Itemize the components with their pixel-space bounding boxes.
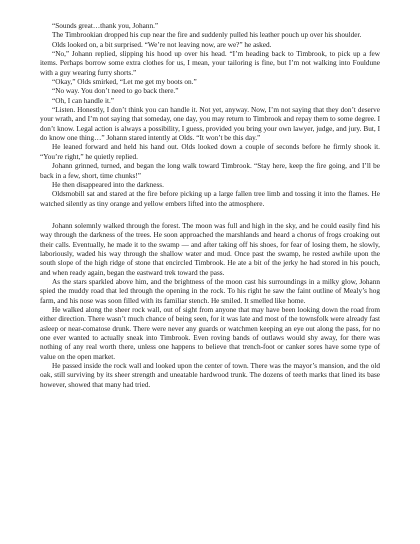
paragraph: “Oh, I can handle it.” — [52, 96, 115, 105]
paragraph: “No way. You don’t need to go back there.” — [52, 87, 179, 96]
paragraph: “Okay,” Olds smirked, “Let me get my boots on.” — [52, 78, 197, 87]
paragraph: He passed inside the rock wall and looked upon the center of town. There was the mayor’s mansion, and the old oak, still surviving by its sheer strength and uneatable hardwood trunk. The dozens of teeth marks that lined its base however, showed that many had tried. — [40, 362, 380, 389]
paragraph: As the stars sparkled above him, and the brightness of the moon cast his surroundings in a milky glow, Johann spied the muddy road that led through the opening in the rock. To his right he saw the faint outline of Mealy’s hog farm, and his nose was soon filled with its familiar stench. He smiled. It smelled like home. — [40, 277, 380, 305]
paragraph: Oldsmobill sat and stared at the fire before picking up a large fallen tree limb and tossing it into the flames. He watched silently as tiny orange and yellow embers lifted into the atmosphere. — [40, 190, 380, 208]
section-journey — [40, 222, 380, 390]
paragraph: Johann solemnly walked through the forest. The moon was full and high in the sky, and he could easily find his way through the darkness of the trees. He soon approached the marshlands and heard a chorus of frogs croaking out their calls. Eventually, he made it to the swamp — and after taking off his shoes, for fear of losing them, he slowly, laboriously, waded his way through the shallow water and mud. Once past the swamp, he rested awhile upon the south slope of the high ridge of stone that encircled Timbrook. He ate a bit of the jerky he had stored in his pouch, and when ready again, began the eastward trek toward the pass. — [40, 221, 380, 277]
paragraph: He walked along the sheer rock wall, out of sight from anyone that may have been looking down the road from either direction. There wasn’t much chance of being seen, for it was late and most of the townsfolk were already fast asleep or near-comatose drunk. There were never any guards or watchmen keeping an eye out along the pass, for no one ever wanted to actually sneak into Timbrook. Even roving bands of outlaws would shy away, for there was nothing of any real worth there, unless one happens to believe that trench-foot or canker sores have some type of value on the open market. — [40, 305, 380, 361]
paragraph: Johann grinned, turned, and began the long walk toward Timbrook. “Stay here, keep the fire going, and I’ll be back in a few, short, time chunks!” — [40, 162, 380, 180]
paragraph: “Sounds great…thank you, Johann.” — [52, 22, 159, 30]
section-campfire — [40, 22, 380, 209]
paragraph: The Timbrookian dropped his cup near the fire and suddenly pulled his leather pouch up over his shoulder. — [52, 31, 362, 40]
paragraph: “No,” Johann replied, slipping his hood up over his head. “I’m heading back to Timbrook, to pick up a few items. Perhaps borrow some extra clothes for us, I mean, your tailoring is fine, but I’m not walking into Fouldune with a guy wearing furry shorts.” — [40, 50, 380, 77]
paragraph: Olds looked on, a bit surprised. “We’re not leaving now, are we?” he asked. — [52, 40, 272, 49]
paragraph: “Listen. Honestly, I don’t think you can handle it. Not yet, anyway. Now, I’m not saying that they don’t deserve your wrath, and I’m not saying that someday, one day, you may return to Timbrook and repay them to some degree. I don’t know. Legal action is always a possibility, I guess, provided you bring your own lawyer, judge, and jury. But, I do know one thing…” Johann stared intently at Olds. “It won’t be this day.” — [40, 106, 380, 143]
paragraph: He then disappeared into the darkness. — [52, 180, 164, 189]
paragraph: He leaned forward and held his hand out. Olds looked down a couple of seconds before he firmly shook it. “You’re right,” he quietly replied. — [40, 143, 380, 161]
